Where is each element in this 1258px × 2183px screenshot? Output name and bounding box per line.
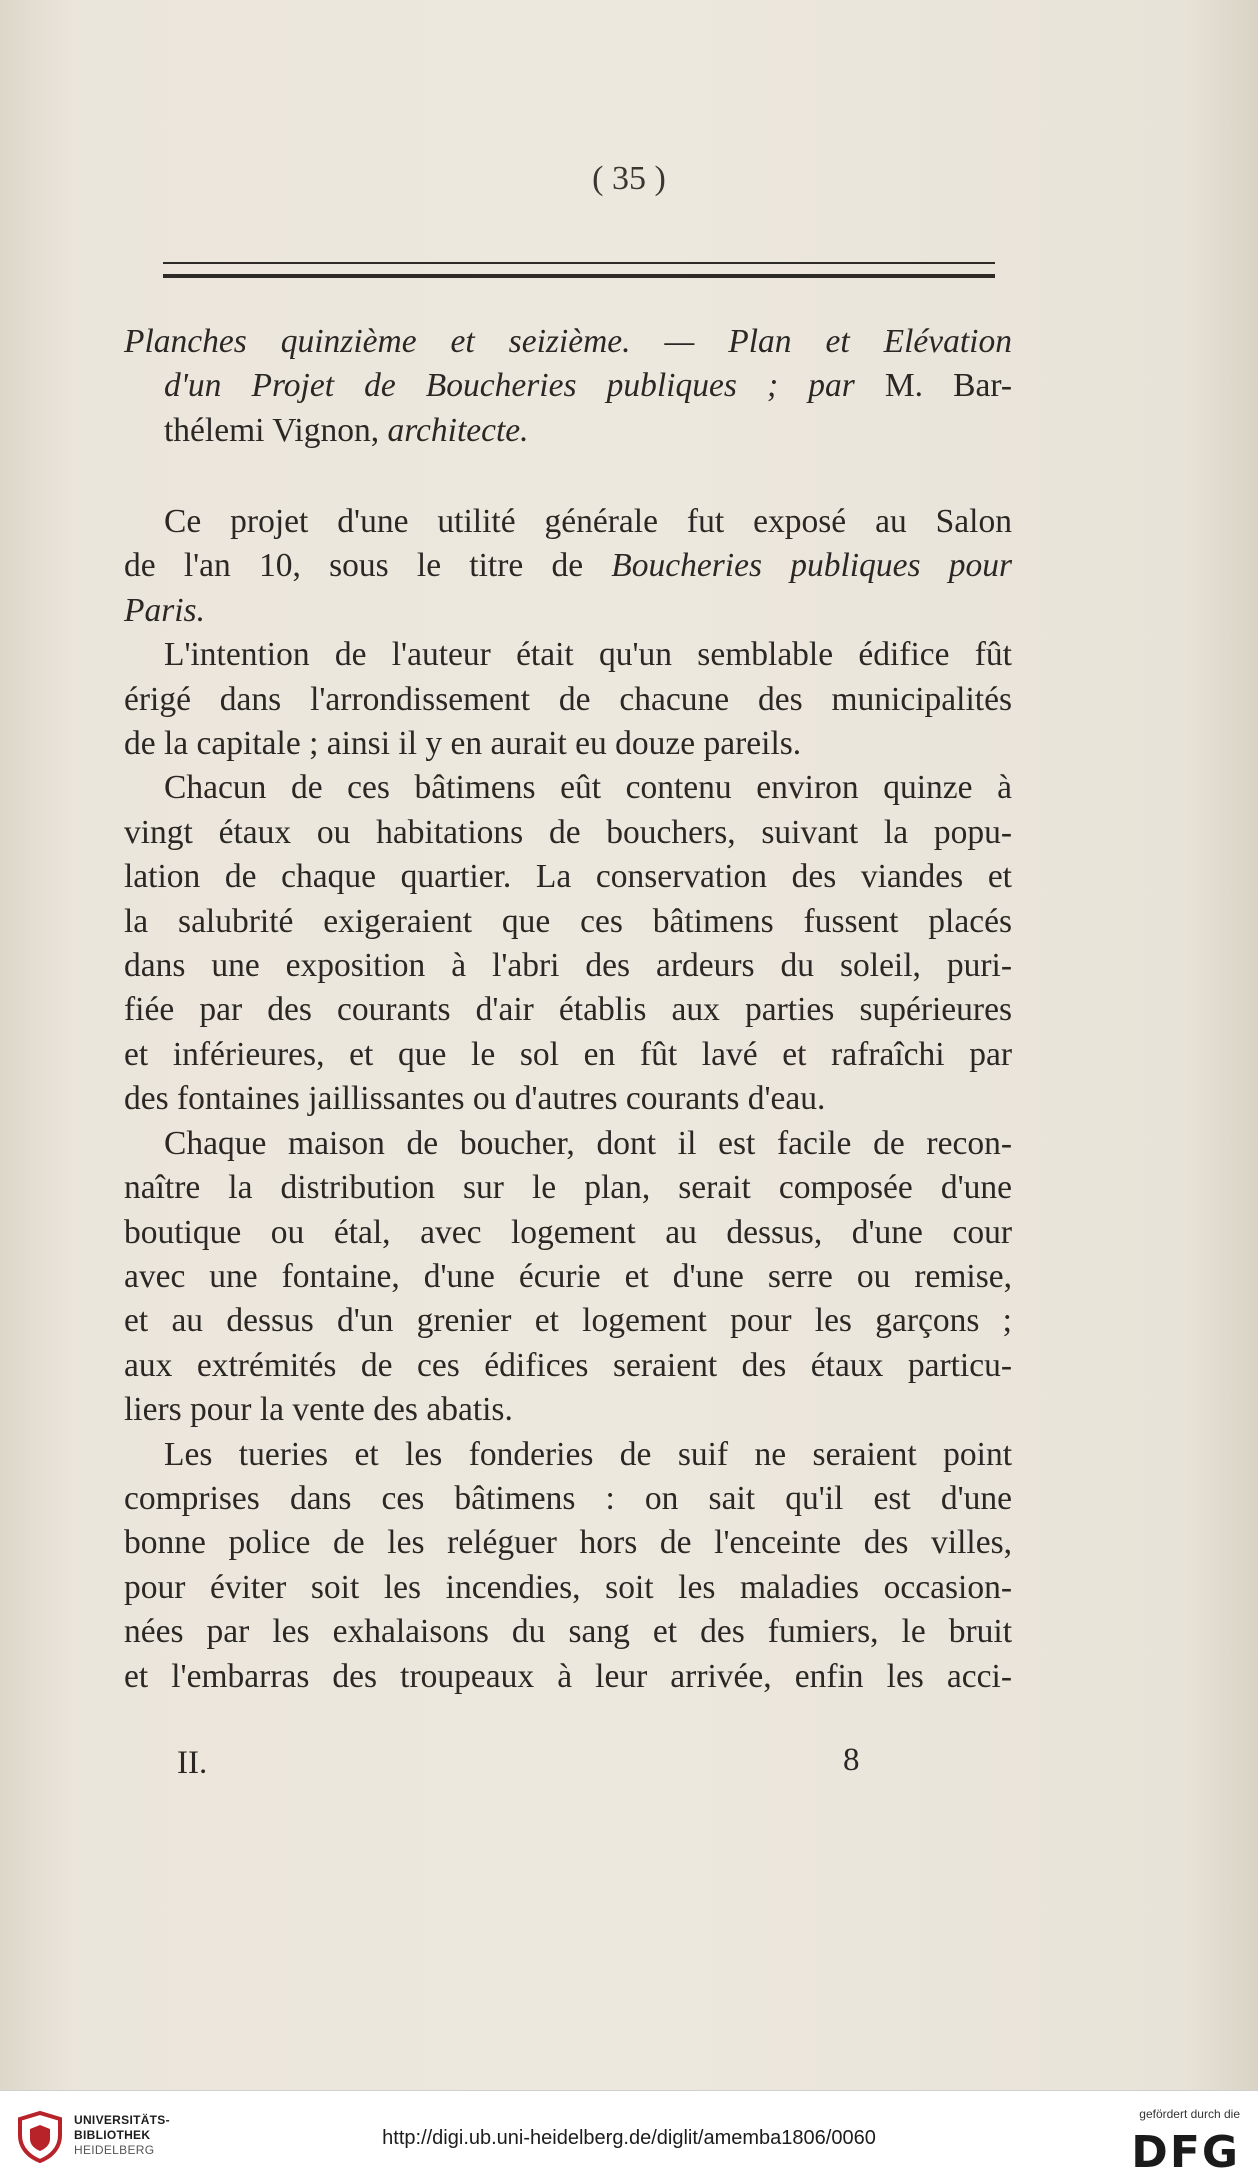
body-text [124, 500, 1012, 1699]
text-line: L'intention de l'auteur était qu'un semblable édifice fût [164, 636, 1012, 674]
page-number: ( 35 ) [592, 160, 666, 197]
text-line: Chacun de ces bâtimens eût contenu environ quinze à [164, 769, 1012, 807]
paragraph [124, 1122, 1012, 1433]
text-line: et au dessus d'un grenier et logement pour les garçons ; [124, 1302, 1012, 1340]
funded-by-label: gefördert durch die [1139, 2107, 1240, 2121]
text-line: Les tueries et les fonderies de suif ne seraient point [164, 1435, 1012, 1473]
text-line: de l'an 10, sous le titre de Boucheries publiques pour [124, 547, 1012, 585]
signature-mark: II. [177, 1745, 208, 1781]
heading-line: d'un Projet de Boucheries publiques ; par M. Bar- [164, 367, 1012, 405]
text-line: boutique ou étal, avec logement au dessus, d'une cour [124, 1213, 1012, 1251]
digitization-footer [0, 2090, 1258, 2183]
paragraph [124, 766, 1012, 1121]
paragraph [124, 1433, 1012, 1699]
paragraph [124, 633, 1012, 766]
text-line: érigé dans l'arrondissement de chacune des municipalités [124, 680, 1012, 718]
text-line: dans une exposition à l'abri des ardeurs du soleil, puri- [124, 947, 1012, 985]
text-line: nées par les exhalaisons du sang et des fumiers, le bruit [124, 1613, 1012, 1651]
text-line: pour éviter soit les incendies, soit les maladies occasion- [124, 1568, 1012, 1606]
text-line: de la capitale ; ainsi il y en aurait eu douze pareils. [124, 725, 802, 763]
text-line: fiée par des courants d'air établis aux parties supérieures [124, 991, 1012, 1029]
text-line: avec une fontaine, d'une écurie et d'une serre ou remise, [124, 1257, 1012, 1295]
text-line: Chaque maison de boucher, dont il est facile de recon- [164, 1124, 1012, 1162]
text-line: et inférieures, et que le sol en fût lavé et rafraîchi par [124, 1035, 1012, 1073]
library-name: UNIVERSITÄTS- BIBLIOTHEK HEIDELBERG [74, 2113, 170, 2157]
text-line: des fontaines jaillissantes ou d'autres courants d'eau. [124, 1080, 826, 1118]
heading-line: thélemi Vignon, architecte. [164, 411, 529, 449]
text-line: Paris. [124, 591, 205, 629]
text-line: lation de chaque quartier. La conservation des viandes et [124, 858, 1012, 896]
text-line: vingt étaux ou habitations de bouchers, suivant la popu- [124, 813, 1012, 851]
text-line: aux extrémités de ces édifices seraient des étaux particu- [124, 1346, 1012, 1384]
sheet-number: 8 [843, 1742, 860, 1778]
header-rule-thin [163, 262, 995, 264]
header-rule-thick [163, 274, 995, 278]
plate-heading [124, 320, 1012, 453]
text-line: comprises dans ces bâtimens : on sait qu'il est d'une [124, 1479, 1012, 1517]
text-line: la salubrité exigeraient que ces bâtimens fussent placés [124, 902, 1012, 940]
dfg-logo: DFG [1131, 2127, 1240, 2178]
text-line: et l'embarras des troupeaux à leur arrivée, enfin les acci- [124, 1657, 1012, 1695]
heading-line: Planches quinzième et seizième. — Plan et Elévation [124, 323, 1012, 360]
text-line: Ce projet d'une utilité générale fut exposé au Salon [164, 503, 1012, 540]
text-line: bonne police de les reléguer hors de l'enceinte des villes, [124, 1524, 1012, 1562]
text-line: liers pour la vente des abatis. [124, 1391, 513, 1429]
text-line: naître la distribution sur le plan, serait composée d'une [124, 1169, 1012, 1207]
permalink-url[interactable]: http://digi.ub.uni-heidelberg.de/diglit/amemba1806/0060 [382, 2127, 876, 2149]
paragraph [124, 500, 1012, 633]
